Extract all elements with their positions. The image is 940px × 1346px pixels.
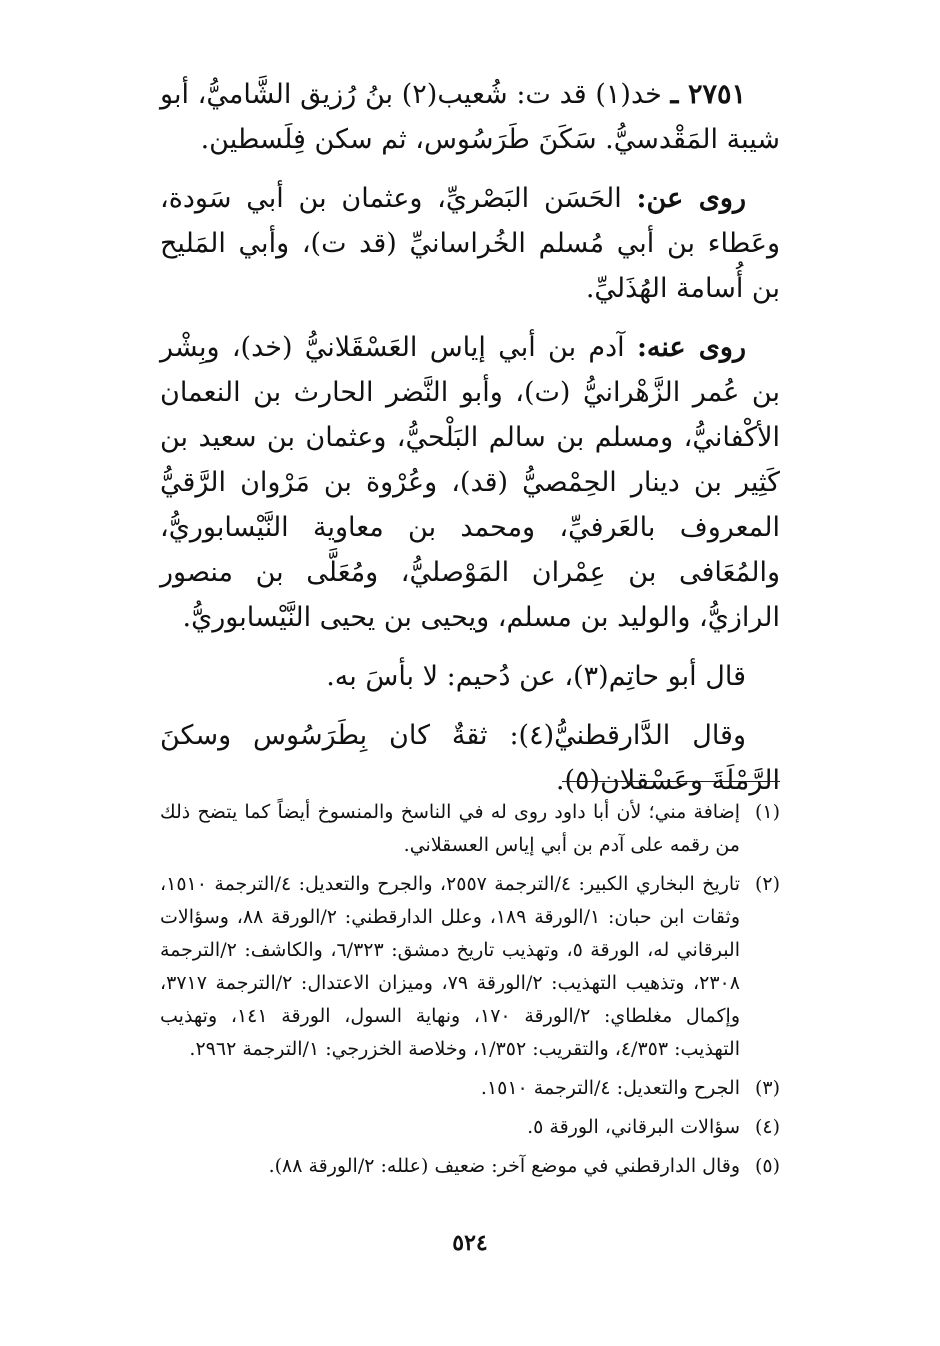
narrated-by-label: روى عنه: (636, 332, 746, 363)
footnotes (160, 796, 780, 1189)
quote-daraqutni: وقال الدَّارقطنيُّ(٤): ثقةٌ كان بِطَرَسُوس وسكنَ الرَّمْلَةَ وعَسْقلان(٥). (160, 720, 780, 796)
quote-abu-hatim: قال أبو حاتِم(٣)، عن دُحيم: لا بأسَ به. (326, 661, 746, 692)
entry-heading-paragraph (160, 72, 780, 162)
entry-number: ٢٧٥١ ـ (670, 79, 747, 110)
entry-heading: خد(١) قد ت: شُعيب(٢) بنُ رُزيق الشَّاميُّ، أبو شيبة المَقْدسيُّ. سَكَنَ طَرَسُوس، ثم سكن فِلَسطين. (160, 79, 780, 155)
narrated-from-text: الحَسَن البَصْريِّ، وعثمان بن أبي سَودة، وعَطاء بن أبي مُسلم الخُراسانيِّ (قد ت)، وأبي المَليح بن أُسامة الهُذَليِّ. (160, 183, 780, 304)
narrated-by-text: آدم بن أبي إياس العَسْقَلانيُّ (خد)، وبِشْر بن عُمر الزَّهْرانيُّ (ت)، وأبو النَّضر الحارث بن النعمان الأكْفانيُّ، ومسلم بن سالم البَلْحيُّ، وعثمان بن سعيد بن كَثِير بن دينار الحِمْصيُّ (قد)، وعُرْوة بن مَرْوان الرَّقيُّ المعروف بالعَرفيِّ، ومحمد بن معاوية النَّيْسابوريُّ، والمُعَافى بن عِمْران المَوْصليُّ، ومُعَلَّى بن منصور الرازيُّ، والوليد بن مسلم، ويحيى بن يحيى النَّيْسابوريُّ. (160, 332, 780, 633)
footnote-mark: (١) (754, 801, 780, 823)
narrated-from-paragraph (160, 176, 780, 311)
footnote-text: إضافة مني؛ لأن أبا داود روى له في الناسخ والمنسوخ أيضاً كما يتضح ذلك من رقمه على آدم بن أبي إياس العسقلاني. (160, 801, 740, 856)
page-number: ٥٢٤ (452, 1230, 488, 1256)
footnote-mark: (٣) (754, 1077, 780, 1099)
footnote-text: الجرح والتعديل: ٤/الترجمة ١٥١٠. (480, 1077, 740, 1099)
main-text (160, 72, 780, 817)
footnote (160, 1072, 780, 1105)
footnote (160, 796, 780, 862)
footnote-mark: (٢) (754, 873, 780, 895)
footnote-mark: (٤) (754, 1116, 780, 1138)
footnote (160, 1111, 780, 1144)
footnote (160, 1150, 780, 1183)
footnote-text: سؤالات البرقاني، الورقة ٥. (527, 1116, 740, 1138)
footnote-text: تاريخ البخاري الكبير: ٤/الترجمة ٢٥٥٧، والجرح والتعديل: ٤/الترجمة ١٥١٠، وثقات ابن حبان: ١/الورقة ١٨٩، وعلل الدارقطني: ٢/الورقة ٨٨، وسؤالات البرقاني له، الورقة ٥، وتهذيب تاريخ دمشق: ٦/٣٢٣، والكاشف: ٢/الترجمة ٢٣٠٨، وتذهيب التهذيب: ٢/الورقة ٧٩، وميزان الاعتدال: ٢/الترجمة ٣٧١٧، وإكمال مغلطاي: ٢/الورقة ١٧٠، ونهاية السول، الورقة ١٤١، وتهذيب التهذيب: ٤/٣٥٣، والتقريب: ١/٣٥٢، وخلاصة الخزرجي: ١/الترجمة ٢٩٦٢. (160, 873, 741, 1060)
footnote-text: وقال الدارقطني في موضع آخر: ضعيف (علله: ٢/الورقة ٨٨). (268, 1155, 740, 1177)
footnote-mark: (٥) (754, 1155, 780, 1177)
footnote-separator (562, 781, 780, 782)
narrated-from-label: روى عن: (636, 183, 746, 214)
footnote (160, 868, 780, 1066)
narrated-by-paragraph (160, 325, 780, 640)
